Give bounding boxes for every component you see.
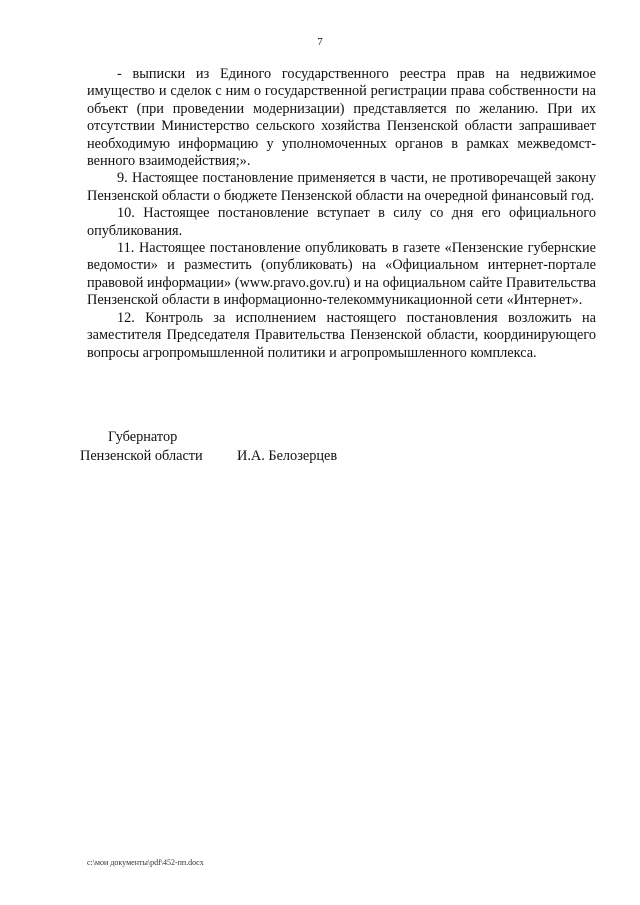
signature-title-line1: Губернатор <box>108 429 178 445</box>
paragraph-9: 9. Настоящее постановление применяется в части, не противоречащей закону Пензенской области о бюджете Пензенской области на очередной финансовый год. <box>87 170 596 204</box>
signature-title-line2: Пензенской области <box>80 448 203 464</box>
paragraph-10: 10. Настоящее постановление вступает в силу со дня его официального опубликования. <box>87 205 596 239</box>
paragraph-11: 11. Настоящее постановление опубликовать в газете «Пензенские губернские ведомости» и разместить (опубликовать) на «Официальном интернет-портале правовой информации» (www.pravo.gov.ru) и на официальном сайте Правительства Пензенской области в информационно-телекоммуникационной сети «Интернет». <box>87 240 596 309</box>
paragraph-extract-clause: - выписки из Единого государственного реестра прав на недвижимое имущество и сделок с ним о государственной регистрации права собственности на объект (при проведении модернизации) представляется по желанию. При их отсутствии Министерство сельского хозяйства Пензенской области запрашивает необходимую информацию у уполномоченных органов в рамках межведомст-венного взаимодействия;». <box>87 66 596 170</box>
document-body <box>87 66 596 362</box>
page-number: 7 <box>317 36 323 48</box>
signature-name: И.А. Белозерцев <box>237 448 338 464</box>
paragraph-12: 12. Контроль за исполнением настоящего постановления возложить на заместителя Председателя Правительства Пензенской области, координирующего вопросы агропромышленной политики и агропромышленного комплекса. <box>87 309 596 361</box>
footer-file-path: c:\мои документы\pdf\452-пп.docx <box>87 858 204 867</box>
